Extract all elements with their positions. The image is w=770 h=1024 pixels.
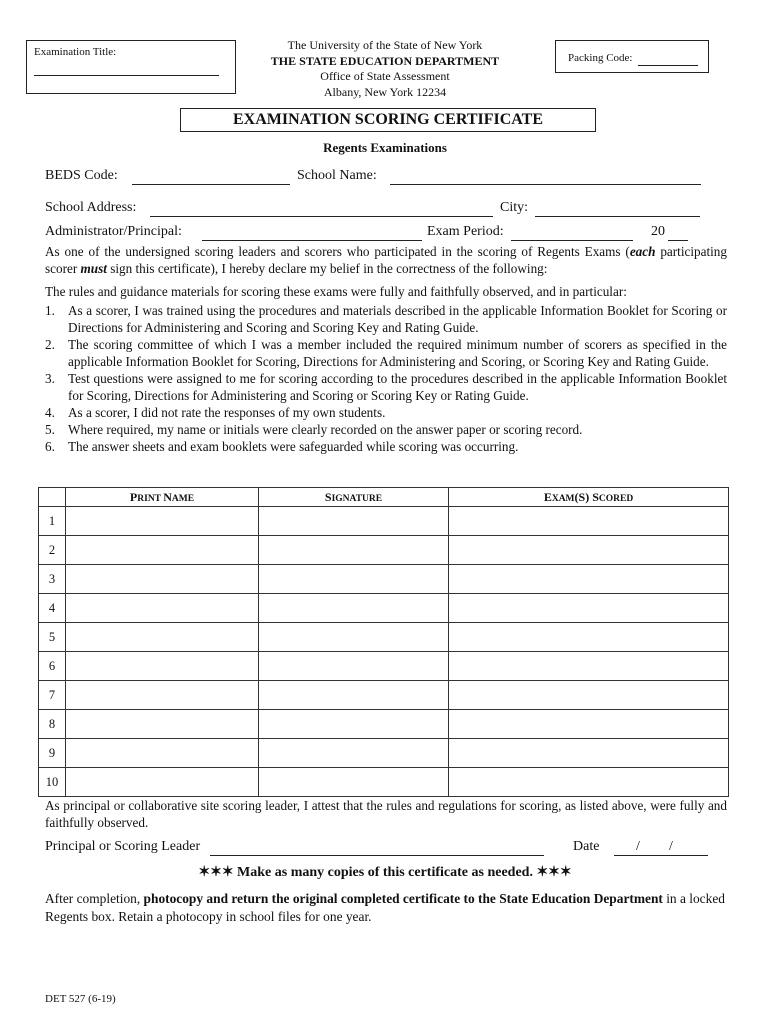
certificate-title: EXAMINATION SCORING CERTIFICATE: [180, 108, 596, 132]
school-address-label: School Address:: [45, 200, 137, 215]
city-field[interactable]: [535, 216, 700, 217]
header-university: The University of the State of New York: [287, 38, 483, 52]
administrator-field[interactable]: [202, 240, 422, 241]
exams-scored-cell[interactable]: [449, 507, 729, 536]
principal-label: Principal or Scoring Leader: [45, 839, 201, 854]
table-row: [39, 536, 729, 565]
rule-item: 6. The answer sheets and exam booklets were safeguarded while scoring was occurring.: [45, 439, 519, 454]
date-separator: /: [669, 839, 673, 854]
principal-signature-field[interactable]: [210, 855, 544, 856]
after-text-bold: photocopy and return the original completed certificate to the State Education Department: [143, 891, 663, 906]
school-address-field[interactable]: [150, 216, 493, 217]
signature-cell[interactable]: [259, 623, 449, 652]
examination-title-label: Examination Title:: [34, 46, 117, 58]
form-id: DET 527 (6-19): [45, 993, 116, 1005]
signature-cell[interactable]: [259, 681, 449, 710]
row-number: 10: [39, 768, 66, 797]
date-field[interactable]: [614, 855, 708, 856]
print-name-header: PRINT NAME: [66, 488, 259, 507]
header-address: Albany, New York 12234: [323, 84, 447, 99]
examination-title-field[interactable]: [34, 75, 219, 76]
exams-scored-header: EXAM(S) SCORED: [449, 488, 729, 507]
signature-cell[interactable]: [259, 710, 449, 739]
declaration-text-1: As one of the undersigned scoring leaders and scorers who participated in the scoring of Regents Exams (: [45, 244, 630, 259]
attestation-paragraph: As principal or collaborative site scoring leader, I attest that the rules and regulations for scoring, as listed above, were fully and faithfully observed.: [45, 798, 727, 830]
exams-scored-cell[interactable]: [449, 652, 729, 681]
exam-year-field[interactable]: [668, 240, 688, 241]
row-number: 2: [39, 536, 66, 565]
print-name-cell[interactable]: [66, 594, 259, 623]
rules-list: [45, 302, 727, 455]
exams-scored-cell[interactable]: [449, 739, 729, 768]
table-row: [39, 652, 729, 681]
table-row: [39, 768, 729, 797]
beds-code-field[interactable]: [132, 184, 290, 185]
print-name-cell[interactable]: [66, 507, 259, 536]
packing-code-label: Packing Code:: [568, 52, 633, 64]
exams-scored-cell[interactable]: [449, 565, 729, 594]
exams-scored-cell[interactable]: [449, 536, 729, 565]
row-number: 7: [39, 681, 66, 710]
exam-period-label: Exam Period:: [427, 224, 504, 239]
city-label: City:: [500, 200, 529, 215]
exams-scored-cell[interactable]: [449, 710, 729, 739]
row-number: 9: [39, 739, 66, 768]
exams-scored-cell[interactable]: [449, 594, 729, 623]
row-number-header: [39, 488, 66, 507]
row-number: 3: [39, 565, 66, 594]
school-name-label: School Name:: [297, 168, 377, 183]
exam-period-field[interactable]: [511, 240, 633, 241]
declaration-text-2: participating scorer: [45, 244, 727, 276]
packing-code-field[interactable]: [638, 65, 698, 66]
signature-cell[interactable]: [259, 768, 449, 797]
beds-code-label: BEDS Code:: [45, 168, 118, 183]
certificate-subtitle: Regents Examinations: [323, 140, 447, 155]
table-row: [39, 739, 729, 768]
table-row: [39, 565, 729, 594]
after-text-2: in a locked Regents box. Retain a photocopy in school files for one year.: [45, 891, 725, 924]
print-name-cell[interactable]: [66, 652, 259, 681]
print-name-cell[interactable]: [66, 681, 259, 710]
table-row: [39, 507, 729, 536]
declaration-emphasis-must: must: [80, 261, 107, 276]
signature-cell[interactable]: [259, 652, 449, 681]
header-office: Office of State Assessment: [320, 69, 450, 83]
signature-cell[interactable]: [259, 565, 449, 594]
rule-item: 3. Test questions were assigned to me for scoring according to the procedures described in the applicable Information Booklet for Scoring, Directions for Administering and Scoring or Scoring Key or Rating Guide.: [45, 371, 727, 403]
signature-cell[interactable]: [259, 594, 449, 623]
exams-scored-cell[interactable]: [449, 681, 729, 710]
administrator-label: Administrator/Principal:: [45, 224, 182, 239]
admin-period-row: [45, 224, 725, 244]
row-number: 1: [39, 507, 66, 536]
rules-intro: The rules and guidance materials for scoring these exams were fully and faithfully observed, and in particular:: [45, 284, 627, 299]
declaration-emphasis-each: each: [629, 244, 656, 259]
row-number: 8: [39, 710, 66, 739]
rule-item: 5. Where required, my name or initials were clearly recorded on the answer paper or scoring record.: [45, 422, 583, 437]
packing-code-box: [555, 40, 709, 73]
print-name-cell[interactable]: [66, 710, 259, 739]
signature-header: SIGNATURE: [259, 488, 449, 507]
beds-school-row: [45, 168, 725, 188]
declaration-text-3: sign this certificate), I hereby declare my belief in the correctness of the following:: [106, 261, 548, 276]
signature-cell[interactable]: [259, 739, 449, 768]
copies-note: ✶✶✶ Make as many copies of this certificate as needed. ✶✶✶: [198, 865, 572, 880]
exams-scored-cell[interactable]: [449, 768, 729, 797]
rule-item: 2. The scoring committee of which I was a member included the required minimum number of scorers as specified in the applicable Information Booklet for Scoring, Directions for Administering and Scoring, or Scoring Key and Rating Guide.: [45, 337, 727, 369]
scorer-signature-table: [38, 487, 729, 797]
after-completion-instructions: [45, 890, 727, 926]
exam-year-prefix: 20: [651, 224, 665, 239]
print-name-cell[interactable]: [66, 536, 259, 565]
date-separator: /: [636, 839, 640, 854]
print-name-cell[interactable]: [66, 768, 259, 797]
table-row: [39, 623, 729, 652]
examination-title-box: [26, 40, 236, 94]
print-name-cell[interactable]: [66, 565, 259, 594]
row-number: 5: [39, 623, 66, 652]
rule-item: 4. As a scorer, I did not rate the responses of my own students.: [45, 405, 386, 420]
date-label: Date: [573, 839, 600, 854]
document-header: [235, 38, 535, 100]
address-city-row: [45, 200, 725, 220]
print-name-cell[interactable]: [66, 623, 259, 652]
principal-signature-row: [45, 839, 725, 859]
rule-item: 1. As a scorer, I was trained using the procedures and materials described in the applicable Information Booklet for Scoring or Directions for Administering and Scoring and Scoring Key and Rating Guide.: [45, 303, 727, 335]
header-department: THE STATE EDUCATION DEPARTMENT: [270, 53, 500, 68]
table-header-row: [39, 488, 729, 507]
row-number: 6: [39, 652, 66, 681]
table-row: [39, 594, 729, 623]
table-row: [39, 710, 729, 739]
signature-cell[interactable]: [259, 536, 449, 565]
row-number: 4: [39, 594, 66, 623]
after-text-1: After completion,: [45, 891, 144, 906]
declaration-paragraph: [45, 243, 727, 277]
signature-cell[interactable]: [259, 507, 449, 536]
exams-scored-cell[interactable]: [449, 623, 729, 652]
table-row: [39, 681, 729, 710]
print-name-cell[interactable]: [66, 739, 259, 768]
school-name-field[interactable]: [390, 184, 701, 185]
